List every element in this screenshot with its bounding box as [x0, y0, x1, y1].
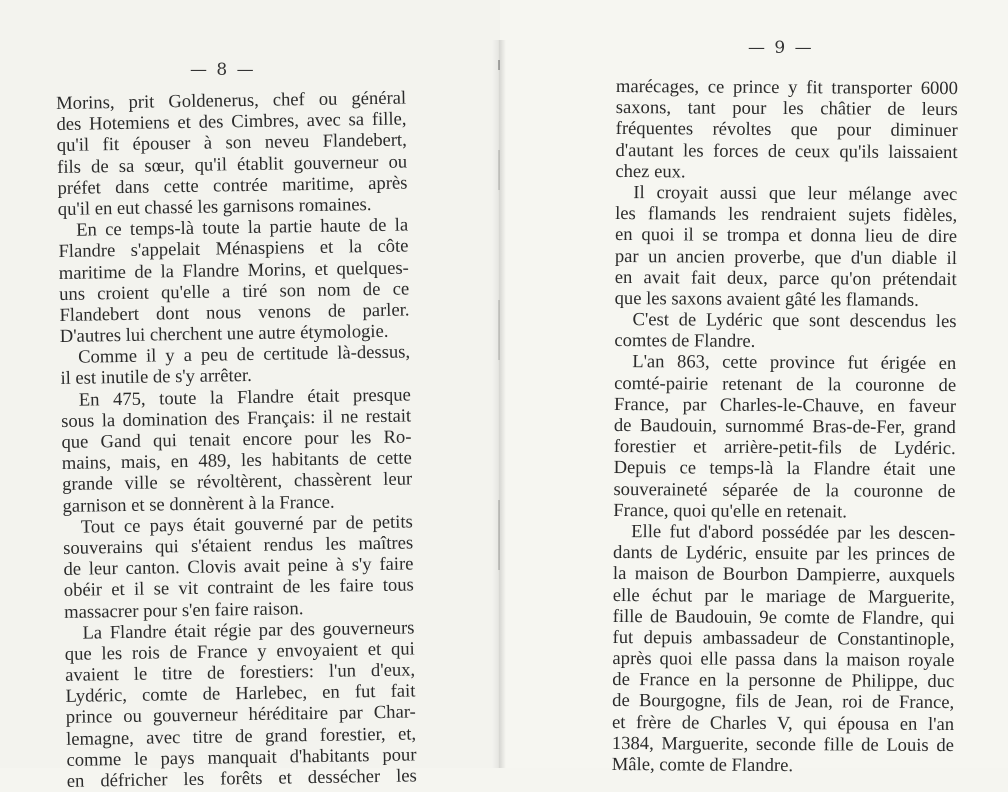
text-line: Tout ce pays était gouverné par de petits: [80, 511, 413, 538]
text-line: fille de Baudouin, 9e comte de Flandre, qui: [612, 605, 955, 629]
text-line: qu'il fit épouser à son neveu Flandebert,: [56, 129, 407, 157]
text-line: de France en la personne de Philippe, duc: [612, 669, 955, 693]
gutter-shadow-mark: [498, 500, 500, 570]
text-line: 1384, Marguerite, seconde fille de Louis de: [611, 732, 954, 756]
text-line: et frère de Charles V, qui épousa en l'an: [611, 711, 955, 735]
text-line: par un ancien proverbe, que d'un diable il: [614, 245, 957, 269]
text-line: comme le pays manquait d'habitants pour: [66, 744, 417, 771]
text-line: de Baudouin, surnommé Bras-de-Fer, grand: [613, 414, 956, 439]
text-line: la maison de Bourbon Dampierre, auxquels: [612, 563, 956, 587]
text-line: comtes de Flandre.: [614, 330, 756, 353]
text-line: fréquentes révoltes que pour diminuer: [615, 118, 958, 142]
text-line: Flandebert dont nous venons de parler.: [59, 299, 410, 326]
left-page-number: — 8 —: [190, 60, 256, 80]
text-line: avaient le titre de forestiers: l'un d'eux,: [64, 659, 416, 686]
text-line: d'autant les forces de ceux qu'ils laissaient: [615, 139, 958, 163]
text-line: mains, mais, en 489, les habitants de cette: [61, 447, 412, 475]
text-line: que les rois de France y envoyaient et qui: [64, 638, 415, 665]
text-line: La Flandre était régie par des gouverneurs: [82, 617, 415, 644]
text-line: souveraineté séparée de la couronne de: [613, 478, 956, 502]
text-line: préfet dans cette contrée maritime, après: [57, 172, 408, 199]
text-line: C'est de Lydéric que sont descendus les: [632, 309, 957, 333]
left-page-text: [56, 88, 417, 792]
text-line: sous la domination des Français: il ne restait: [60, 405, 412, 432]
right-page-text: [612, 76, 958, 777]
text-line: France, par Charles-le-Chauve, en faveur: [613, 393, 957, 417]
text-line: de Bourgogne, fils de Jean, roi de France,: [612, 690, 955, 714]
text-line: que Gand qui tenait encore pour les Ro-: [61, 426, 412, 453]
text-line: saxons, tant pour les châtier de leurs: [615, 97, 958, 121]
text-line: maritime de la Flandre Morins, et quelques-: [58, 256, 409, 284]
text-line: Il croyait aussi que leur mélange avec: [633, 182, 958, 206]
text-line: garnison et se donnèrent à la France.: [62, 491, 335, 517]
text-line: grande ville se révoltèrent, chassèrent leur: [61, 468, 413, 496]
text-line: comté-pairie retenant de la couronne de: [614, 372, 957, 396]
gutter-shadow-mark: [498, 300, 500, 360]
right-page: [500, 0, 1008, 777]
text-line: elle échut par le mariage de Marguerite,: [612, 584, 955, 608]
text-line: les flamands les rendraient sujets fidèles,: [615, 203, 958, 227]
text-line: de leur canton. Clovis avait peine à s'y faire: [63, 553, 414, 581]
text-line: fils de sa sœur, qu'il établit gouverneur ou: [56, 151, 408, 178]
text-line: chez eux.: [615, 160, 686, 183]
text-line: France, quoi qu'elle en retenait.: [613, 499, 848, 523]
left-page: [0, 0, 500, 792]
right-page-number: — 9 —: [748, 38, 814, 58]
text-line: il est inutile de s'y arrêter.: [60, 365, 252, 390]
text-line: En 475, toute la Flandre était presque: [78, 384, 411, 411]
text-line: prince ou gouverneur héréditaire par Char-: [65, 701, 416, 729]
text-line: souverains qui s'étaient rendus les maîtres: [62, 532, 414, 559]
text-line: en défricher les forêts et dessécher les: [66, 765, 417, 792]
text-line: des Hotemiens et des Cimbres, avec sa fille,: [56, 108, 407, 136]
text-line: que les saxons avaient gâté les flamands.: [614, 287, 919, 311]
text-line: Flandre s'appelait Ménaspiens et la côte: [58, 235, 409, 263]
text-line: dants de Lydéric, ensuite par les princes de: [613, 542, 956, 566]
text-line: qu'il en eut chassé les garnisons romaines.: [57, 193, 372, 220]
text-line: Lydéric, comte de Harlebec, en fut fait: [65, 680, 416, 708]
text-line: uns croient qu'elle a tiré son nom de ce: [58, 278, 410, 305]
text-line: Elle fut d'abord possédée par les descen-: [631, 521, 956, 545]
text-line: Comme il y a peu de certitude là-dessus,: [77, 341, 411, 368]
text-line: fut depuis ambassadeur de Constantinople,: [612, 626, 955, 650]
text-line: En ce temps-là toute la partie haute de la: [75, 214, 409, 241]
text-line: marécages, ce prince y fit transporter 6000: [615, 76, 958, 100]
text-line: L'an 863, cette province fut érigée en: [632, 351, 957, 375]
text-line: en quoi il se trompa et donna lieu de dire: [614, 224, 958, 248]
text-line: Depuis ce temps-là la Flandre était une: [613, 457, 956, 481]
text-line: D'autres lui cherchent une autre étymologie.: [59, 320, 389, 348]
text-line: lemagne, avec titre de grand forestier, et,: [65, 723, 417, 750]
text-line: forestier et arrière-petit-fils de Lydéric.: [613, 436, 956, 460]
text-line: Morins, prit Goldenerus, chef ou général: [56, 87, 407, 114]
text-line: obéir et il se vit contraint de les faire tous: [63, 574, 414, 602]
gutter-shadow-mark: [498, 60, 500, 70]
gutter-shadow-mark: [498, 150, 500, 190]
text-line: en avait fait deux, parce qu'on prétendait: [614, 266, 957, 290]
text-line: Mâle, comte de Flandre.: [611, 753, 794, 777]
text-line: massacrer pour s'en faire raison.: [63, 597, 304, 623]
text-line: après quoi elle passa dans la maison royale: [612, 648, 955, 672]
